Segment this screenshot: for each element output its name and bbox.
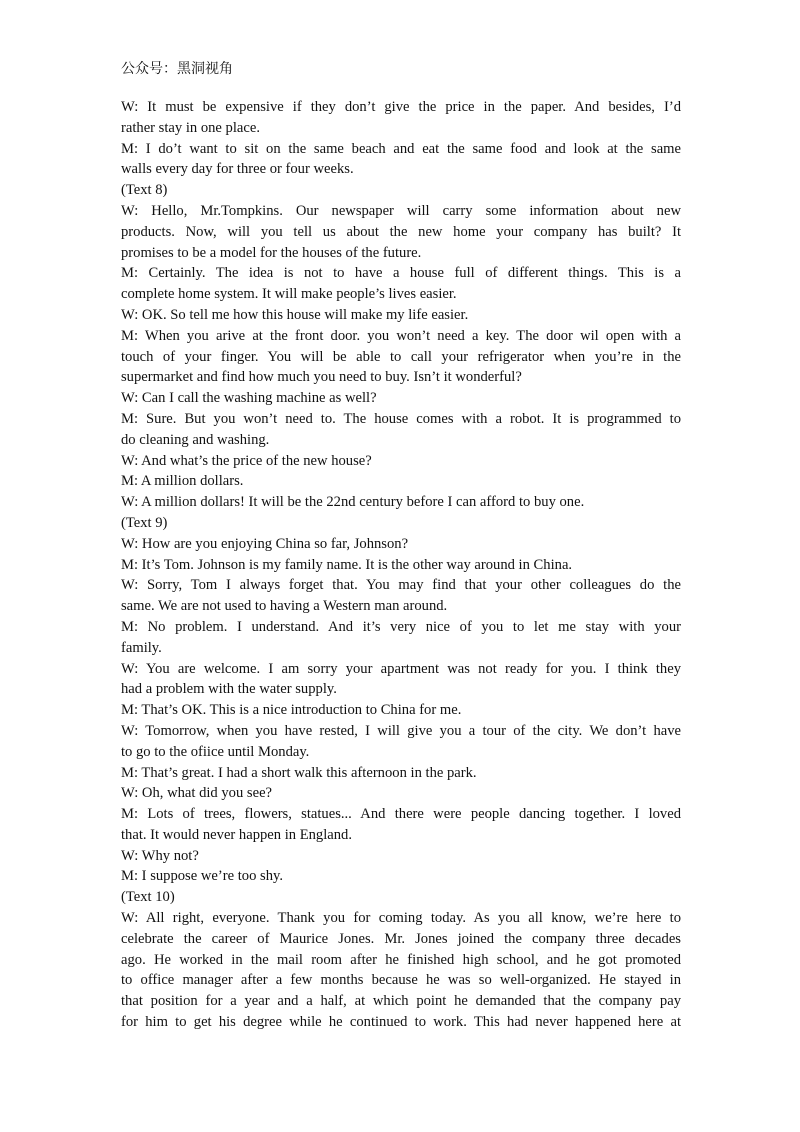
transcript-line: M: Certainly. The idea is not to have a house full of different things. This is a bbox=[121, 265, 681, 282]
transcript-line: M: Lots of trees, flowers, statues... And there were people dancing together. I loved bbox=[121, 806, 681, 823]
transcript-line: walls every day for three or four weeks. bbox=[121, 161, 354, 178]
transcript-line: M: When you arive at the front door. you won’t need a key. The door wil open with a bbox=[121, 327, 681, 344]
transcript-line: W: A million dollars! It will be the 22nd century before I can afford to buy one. bbox=[121, 494, 585, 511]
transcript-line: W: And what’s the price of the new house? bbox=[121, 452, 372, 469]
transcript-line: (Text 10) bbox=[121, 889, 175, 906]
transcript-line: W: Oh, what did you see? bbox=[121, 785, 273, 802]
transcript-line: family. bbox=[121, 639, 162, 656]
transcript-line: M: That’s great. I had a short walk this afternoon in the park. bbox=[121, 764, 477, 781]
transcript-line: W: Sorry, Tom I always forget that. You may find that your other colleagues do the bbox=[121, 577, 681, 594]
transcript-line: do cleaning and washing. bbox=[121, 431, 270, 448]
page-header: 公众号：黑洞视角 bbox=[121, 61, 233, 77]
transcript-line: (Text 9) bbox=[121, 514, 168, 531]
transcript-line: complete home system. It will make people’s lives easier. bbox=[121, 286, 457, 303]
transcript-line: to office manager after a few months because he was so well-organized. He stayed in bbox=[121, 972, 681, 989]
transcript-line: for him to get his degree while he continued to work. This had never happened here at bbox=[121, 1014, 681, 1031]
transcript-line: W: You are welcome. I am sorry your apartment was not ready for you. I think they bbox=[121, 660, 681, 677]
transcript-line: W: How are you enjoying China so far, Johnson? bbox=[121, 535, 409, 552]
transcript-line: M: That’s OK. This is a nice introduction to China for me. bbox=[121, 702, 462, 719]
transcript-line: W: Why not? bbox=[121, 847, 199, 864]
transcript-line: (Text 8) bbox=[121, 182, 168, 199]
transcript-line: W: It must be expensive if they don’t give the price in the paper. And besides, I’d bbox=[121, 99, 681, 115]
transcript-line: W: Can I call the washing machine as well? bbox=[121, 390, 377, 407]
transcript-line: M: I do’t want to sit on the same beach and eat the same food and look at the same bbox=[121, 140, 681, 157]
transcript-line: promises to be a model for the houses of the future. bbox=[121, 244, 422, 261]
transcript-line: M: A million dollars. bbox=[121, 473, 244, 490]
transcript-line: W: All right, everyone. Thank you for coming today. As you all know, we’re here to bbox=[121, 910, 681, 927]
transcript-line: M: I suppose we’re too shy. bbox=[121, 868, 283, 885]
transcript-line: to go to the ofiice until Monday. bbox=[121, 743, 310, 760]
transcript-line: had a problem with the water supply. bbox=[121, 681, 337, 698]
transcript-line: products. Now, will you tell us about the new home your company has built? It bbox=[121, 223, 681, 240]
transcript-line: ago. He worked in the mail room after he finished high school, and he got promoted bbox=[121, 951, 681, 968]
transcript-line: W: OK. So tell me how this house will make my life easier. bbox=[121, 306, 469, 323]
transcript-line: same. We are not used to having a Western man around. bbox=[121, 598, 448, 615]
transcript-line: that position for a year and a half, at which point he demanded that the company pay bbox=[121, 993, 681, 1010]
transcript-body bbox=[121, 97, 681, 1033]
transcript-line: celebrate the career of Maurice Jones. Mr. Jones joined the company three decades bbox=[121, 930, 681, 947]
transcript-line: supermarket and find how much you need to buy. Isn’t it wonderful? bbox=[121, 369, 522, 386]
transcript-line: M: Sure. But you won’t need to. The house comes with a robot. It is programmed to bbox=[121, 410, 681, 427]
transcript-line: touch of your finger. You will be able to call your refrigerator when you’re in the bbox=[121, 348, 681, 365]
transcript-line: that. It would never happen in England. bbox=[121, 826, 353, 843]
transcript-line: W: Hello, Mr.Tompkins. Our newspaper will carry some information about new bbox=[121, 202, 681, 219]
transcript-line: rather stay in one place. bbox=[121, 119, 260, 136]
transcript-line: M: It’s Tom. Johnson is my family name. It is the other way around in China. bbox=[121, 556, 573, 573]
transcript-line: W: Tomorrow, when you have rested, I will give you a tour of the city. We don’t have bbox=[121, 722, 681, 739]
transcript-line: M: No problem. I understand. And it’s very nice of you to let me stay with your bbox=[121, 618, 681, 635]
